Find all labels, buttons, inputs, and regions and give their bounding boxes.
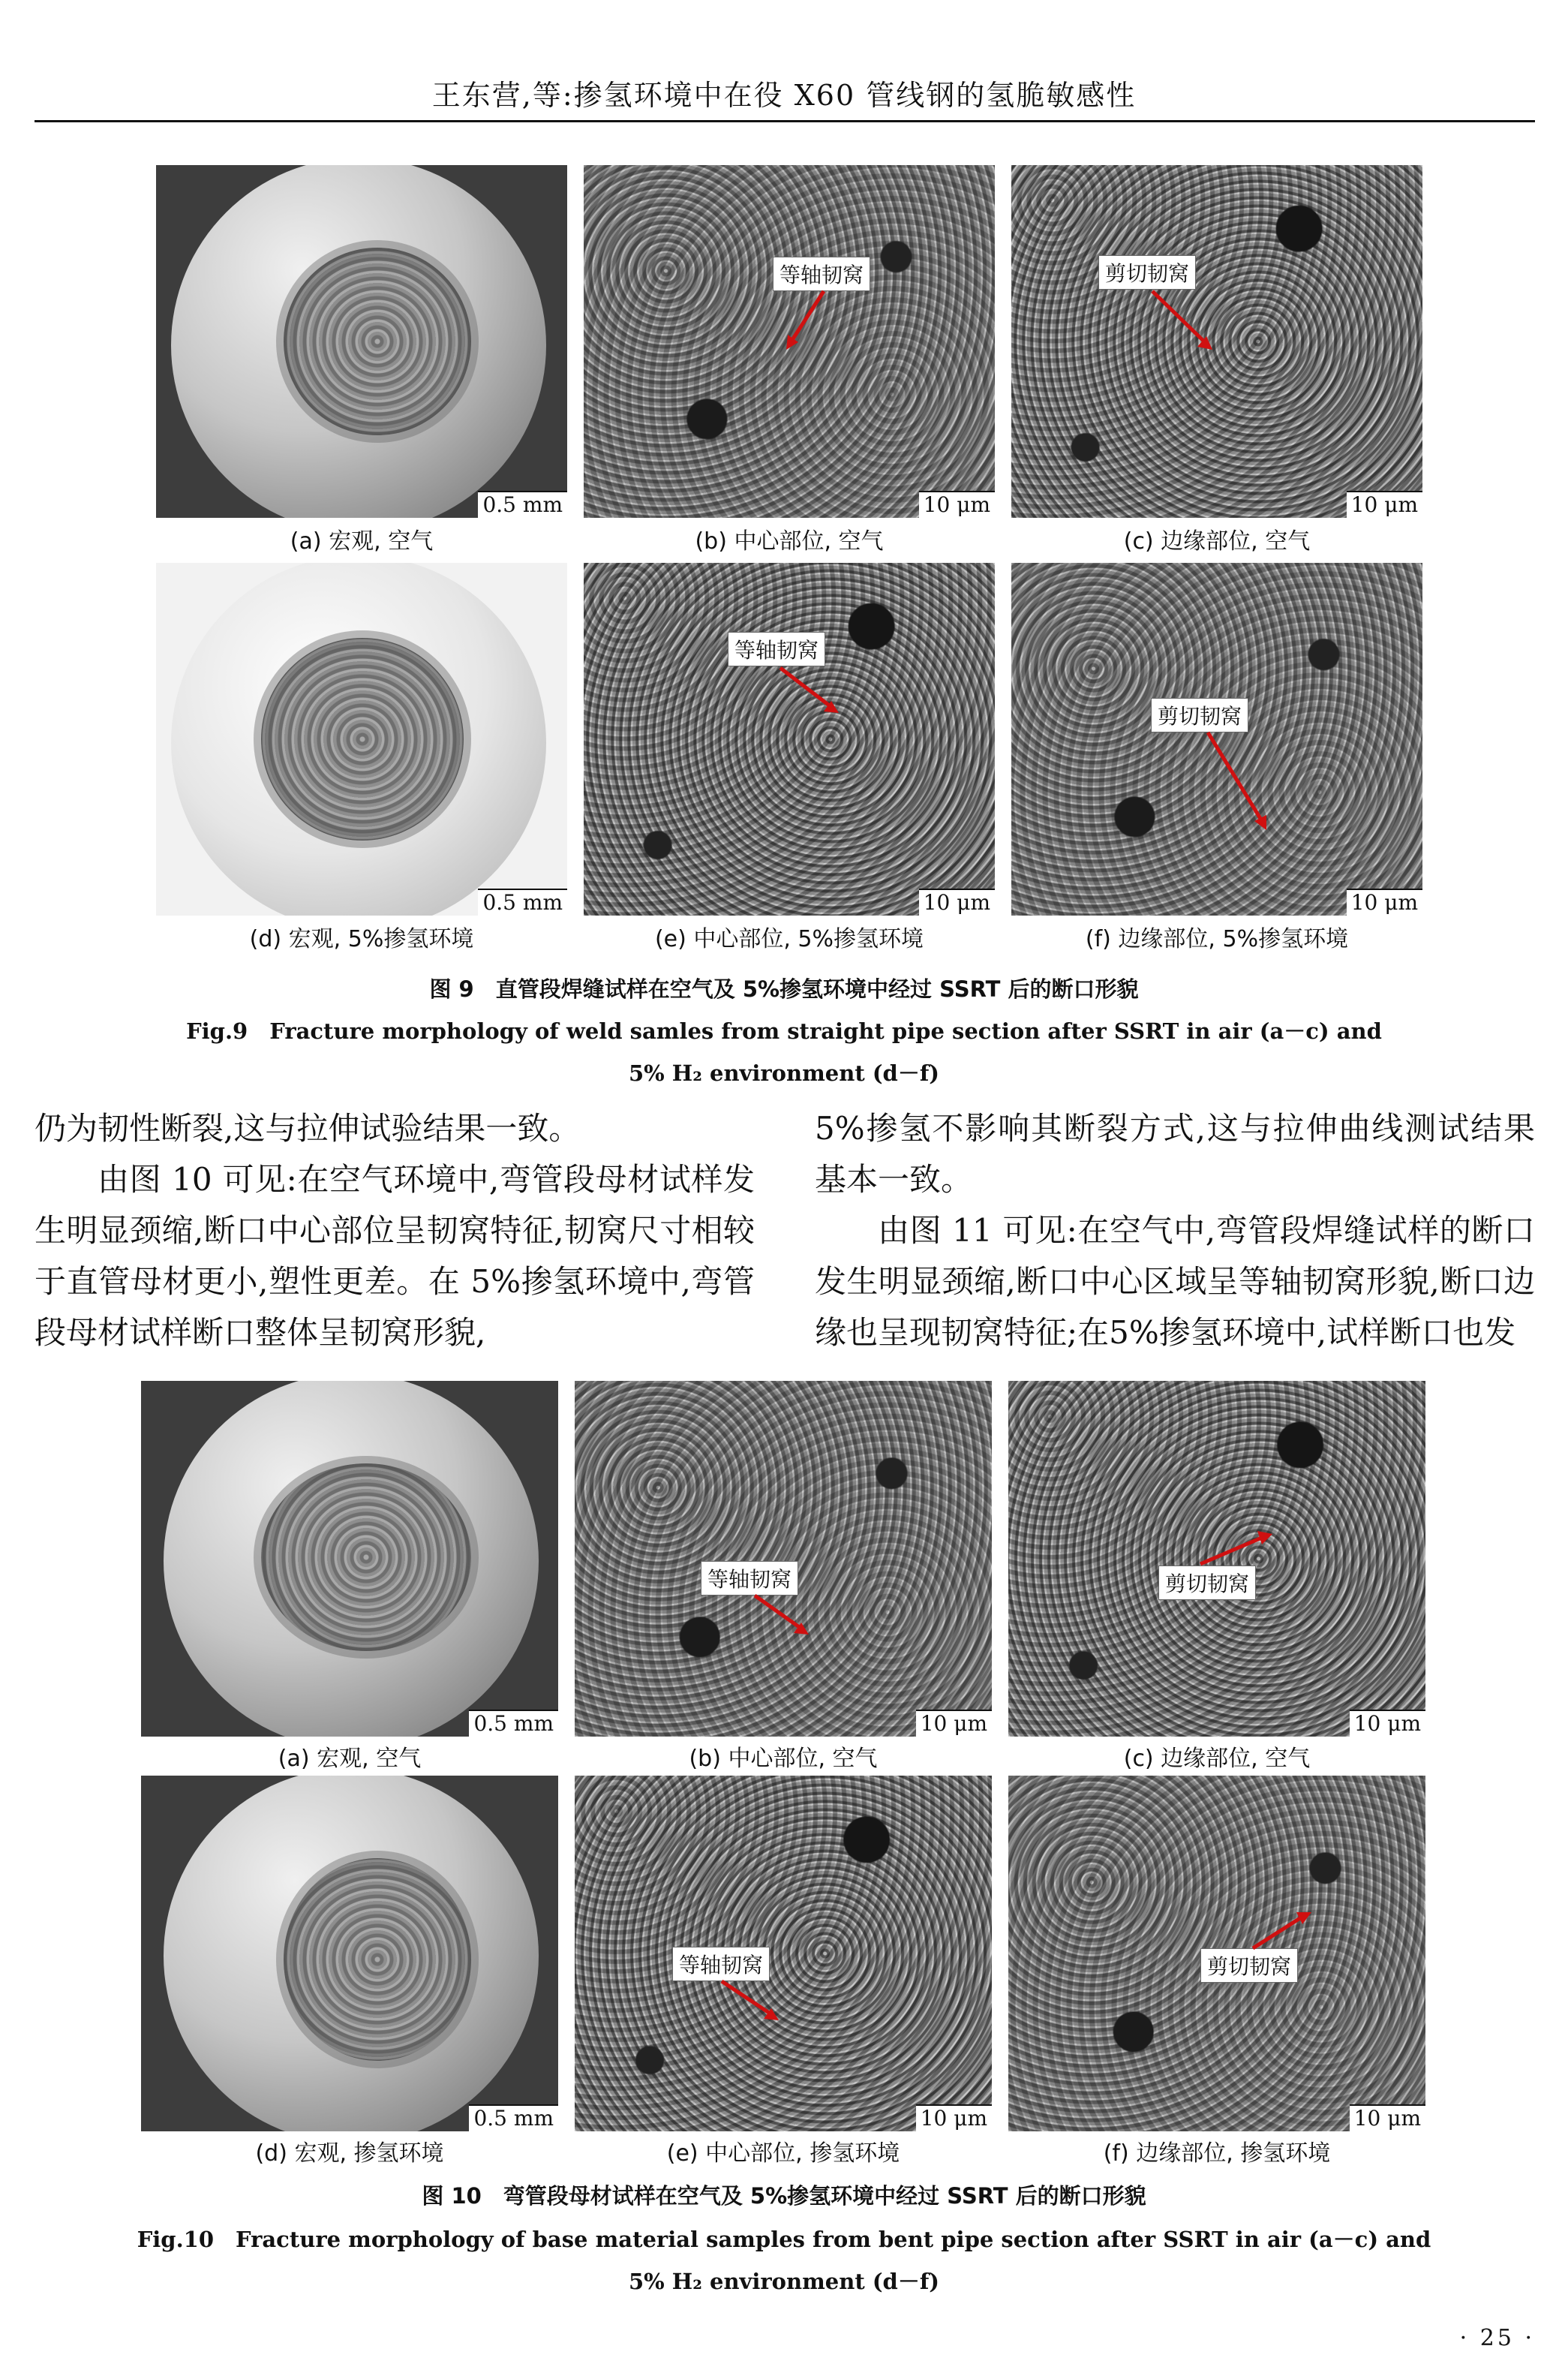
annotation-equiaxed-dimple: 等轴韧窝 (773, 257, 870, 291)
fig9-caption-en-line1: Fig.9 Fracture morphology of weld samles from straight pipe section after SSRT in air (a－c) and (186, 1018, 1382, 1044)
scale-bar: 10 μm (1347, 491, 1422, 518)
annotation-shear-dimple: 剪切韧窝 (1098, 255, 1196, 290)
fig10-panel-f-image (1008, 1776, 1425, 2131)
fracture-core (261, 1463, 471, 1651)
header-rule (35, 120, 1535, 122)
fig9-label-d: (d) 宏观, 5%掺氢环境 (249, 926, 474, 952)
annotation-arrow (584, 563, 995, 916)
fig9-caption-zh: 图 9 直管段焊缝试样在空气及 5%掺氢环境中经过 SSRT 后的断口形貌 (429, 976, 1139, 1002)
paragraph: 5%掺氢不影响其断裂方式,这与拉伸曲线测试结果基本一致。 (815, 1110, 1535, 1198)
scale-bar: 0.5 mm (478, 889, 567, 916)
body-column-left (35, 1103, 755, 1358)
annotation-arrow (1011, 563, 1422, 916)
scale-bar: 0.5 mm (469, 1710, 558, 1737)
fig9-label-f: (f) 边缘部位, 5%掺氢环境 (1085, 926, 1349, 952)
body-column-right (815, 1103, 1535, 1358)
fig9-label-c: (c) 边缘部位, 空气 (1123, 528, 1311, 555)
fig9-panel-c-image (1011, 165, 1422, 518)
fig9-caption-en-line2: 5% H₂ environment (d－f) (628, 1060, 940, 1086)
fig9-label-e: (e) 中心部位, 5%掺氢环境 (654, 926, 924, 952)
fig9-label-b: (b) 中心部位, 空气 (695, 528, 884, 555)
fig10-caption-en-line2: 5% H₂ environment (d－f) (628, 2269, 940, 2294)
fracture-core (261, 638, 464, 841)
fig10-panel-d-image (141, 1776, 558, 2131)
annotation-shear-dimple: 剪切韧窝 (1200, 1948, 1298, 1983)
annotation-arrow (1008, 1381, 1425, 1737)
fig9-panel-f-image (1011, 563, 1422, 916)
fracture-core (284, 248, 471, 435)
annotation-arrow (575, 1381, 992, 1737)
fig10-label-e: (e) 中心部位, 掺氢环境 (666, 2140, 900, 2167)
fig9-panel-d-image (156, 563, 567, 916)
scale-bar: 10 μm (919, 491, 995, 518)
scale-bar: 0.5 mm (478, 491, 567, 518)
scale-bar: 10 μm (916, 1710, 992, 1737)
fig10-label-b: (b) 中心部位, 空气 (689, 1746, 878, 1772)
fig10-panel-e-image (575, 1776, 992, 2131)
fig9-panel-e-image (584, 563, 995, 916)
paragraph: 由图 10 可见:在空气环境中,弯管段母材试样发生明显颈缩,断口中心部位呈韧窝特征,韧窝尺寸相较于直管母材更小,塑性更差。在 5%掺氢环境中,弯管段母材试样断口整体呈韧窝形貌, (35, 1161, 755, 1351)
annotation-equiaxed-dimple: 等轴韧窝 (701, 1561, 798, 1596)
running-header: 王东营,等:掺氢环境中在役 X60 管线钢的氢脆敏感性 (431, 79, 1137, 112)
fig10-caption-en-line1: Fig.10 Fracture morphology of base material samples from bent pipe section after SSRT in air (a－c) and (137, 2227, 1431, 2252)
fig9-panel-a-image (156, 165, 567, 518)
annotation-arrow (575, 1776, 992, 2131)
annotation-arrow (584, 165, 995, 518)
scale-bar: 10 μm (916, 2104, 992, 2131)
fig10-label-d: (d) 宏观, 掺氢环境 (255, 2140, 444, 2167)
annotation-shear-dimple: 剪切韧窝 (1158, 1565, 1256, 1600)
fig10-label-f: (f) 边缘部位, 掺氢环境 (1103, 2140, 1331, 2167)
paragraph: 由图 11 可见:在空气中,弯管段焊缝试样的断口发生明显颈缩,断口中心区域呈等轴韧窝形貌,断口边缘也呈现韧窝特征;在5%掺氢环境中,试样断口也发 (815, 1212, 1535, 1351)
page-number: · 25 · (1459, 2325, 1535, 2351)
fig10-label-c: (c) 边缘部位, 空气 (1123, 1746, 1311, 1772)
scale-bar: 0.5 mm (469, 2104, 558, 2131)
fig10-panel-c-image (1008, 1381, 1425, 1737)
paragraph: 仍为韧性断裂,这与拉伸试验结果一致。 (35, 1110, 581, 1147)
fig9-panel-b-image (584, 165, 995, 518)
fig10-caption-zh: 图 10 弯管段母材试样在空气及 5%掺氢环境中经过 SSRT 后的断口形貌 (422, 2183, 1146, 2209)
fracture-core (284, 1858, 471, 2061)
annotation-arrow (1008, 1776, 1425, 2131)
annotation-arrow (1011, 165, 1422, 518)
scale-bar: 10 μm (1350, 1710, 1425, 1737)
annotation-equiaxed-dimple: 等轴韧窝 (728, 632, 825, 666)
annotation-shear-dimple: 剪切韧窝 (1151, 698, 1248, 732)
fig10-panel-b-image (575, 1381, 992, 1737)
fig10-label-a: (a) 宏观, 空气 (278, 1746, 422, 1772)
fig10-panel-a-image (141, 1381, 558, 1737)
scale-bar: 10 μm (919, 889, 995, 916)
fig9-label-a: (a) 宏观, 空气 (290, 528, 434, 555)
scale-bar: 10 μm (1347, 889, 1422, 916)
annotation-equiaxed-dimple: 等轴韧窝 (672, 1947, 770, 1981)
scale-bar: 10 μm (1350, 2104, 1425, 2131)
